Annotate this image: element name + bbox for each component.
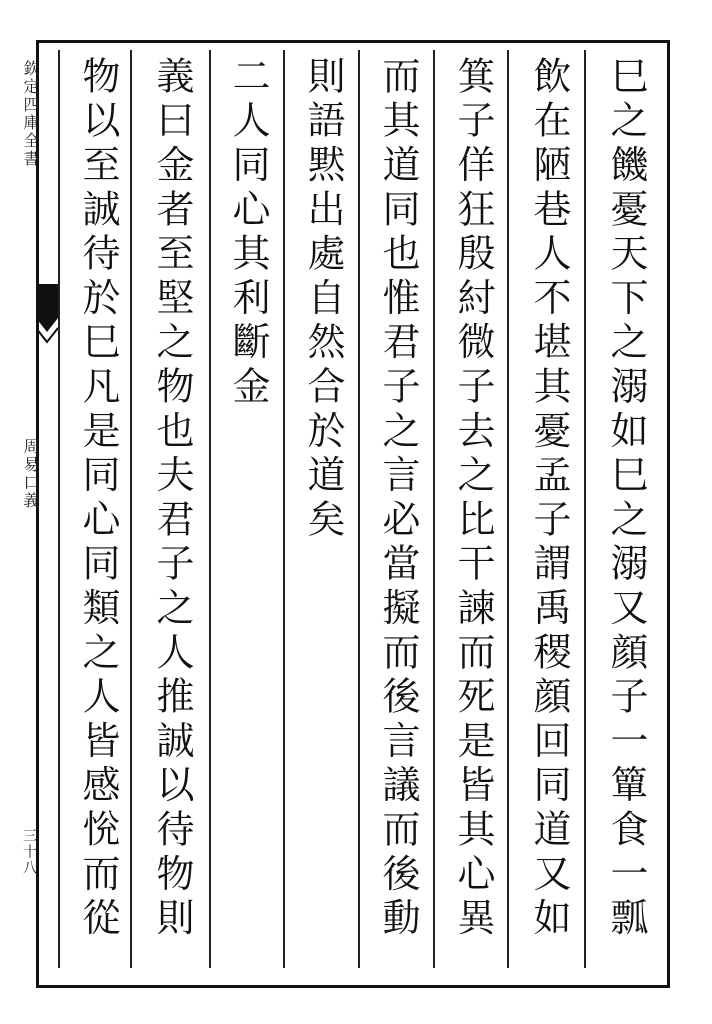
text-column (513, 56, 585, 972)
column-text: 而其道同也惟君子之言必當擬而後言議而後動 (376, 56, 420, 942)
margin-rule (58, 50, 60, 968)
text-column (212, 56, 284, 972)
text-column (590, 56, 662, 972)
margin-page-number: 三十八 (21, 828, 37, 876)
page-margin (0, 40, 44, 988)
column-text: 巳之饑憂天下之溺如巳之溺又顔子一簞食一瓢 (604, 56, 648, 942)
text-column (287, 56, 359, 972)
column-text: 則語黙出處自然合於道矣 (301, 56, 345, 544)
column-rule (209, 50, 211, 968)
text-column (437, 56, 509, 972)
column-text: 義曰金者至堅之物也夫君子之人推誠以待物則 (150, 56, 194, 942)
text-column (362, 56, 434, 972)
margin-chapter: 周易口義 (21, 438, 40, 510)
text-column (136, 56, 208, 972)
text-column (62, 56, 134, 972)
margin-book-title: 欽定四庫全書 (21, 60, 40, 168)
column-text: 物以至誠待於巳凡是同心同類之人皆感恱而從 (76, 56, 120, 942)
fishtail-mark-icon (36, 284, 58, 344)
column-text: 二人同心其利斷金 (226, 56, 270, 411)
column-text: 箕子佯狂殷紂微子去之比干諫而死是皆其心異 (451, 56, 495, 942)
column-text: 飲在陋巷人不堪其憂孟子謂禹稷顔回同道又如 (527, 56, 571, 942)
